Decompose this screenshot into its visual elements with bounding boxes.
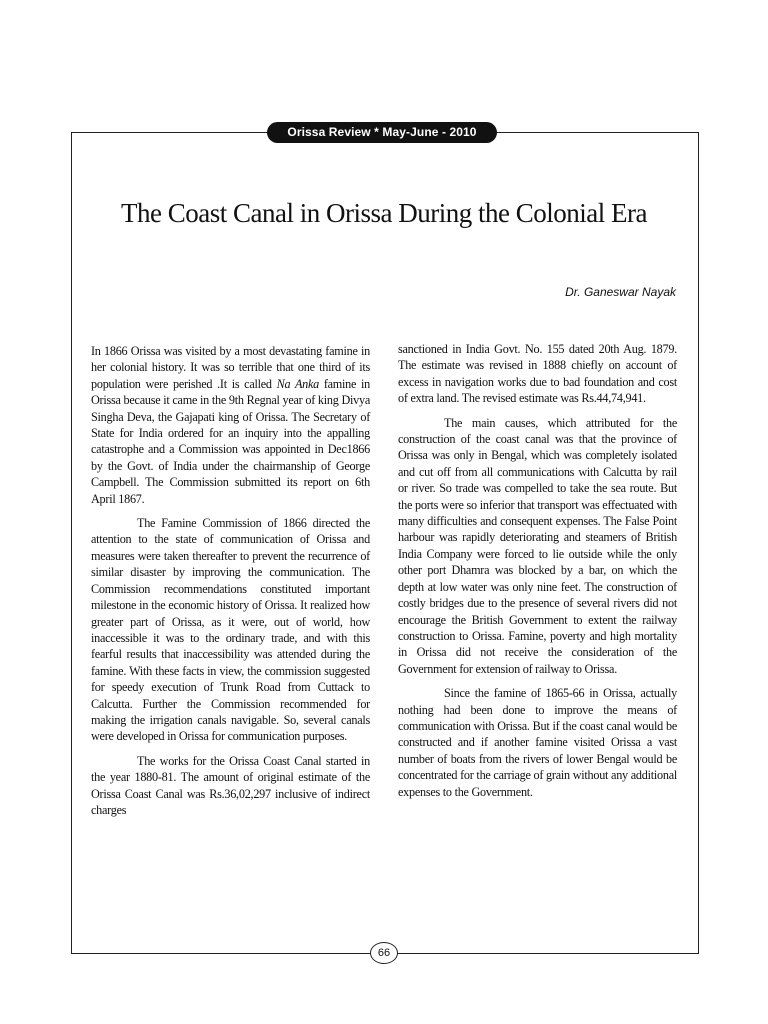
- paragraph-text: In 1866 Orissa was visited by a most devastating famine in her colonial history. It was so terrible that one third of its population were perished .It is called: [91, 344, 370, 391]
- paragraph: sanctioned in India Govt. No. 155 dated 20th Aug. 1879. The estimate was revised in 1888 chiefly on account of excess in navigation works due to bad foundation and cost of extra land. The revised estimate was Rs.44,74,941.: [398, 342, 677, 406]
- paragraph: The Famine Commission of 1866 directed the attention to the state of communication of Orissa and measures were taken thereafter to prevent the recurrence of similar disaster by improving the communication. The Commission recommendations constituted important milestone in the economic history of Orissa. It realized how greater part of Orissa, as it were, out of world, how inaccessible it was to the ordinary trade, and with this fearful results that inaccessibility was attended during the famine. With these facts in view, the commission suggested for speedy execution of Trunk Road from Cuttack to Calcutta. Further the Commission recommended for making the irrigation canals navigable. So, several canals were developed in Orissa for communication purposes.: [91, 516, 370, 744]
- article-title: The Coast Canal in Orissa During the Colonial Era: [121, 198, 647, 228]
- paragraph: The works for the Orissa Coast Canal started in the year 1880-81. The amount of original estimate of the Orissa Coast Canal was Rs.36,02,297 inclusive of indirect charges: [91, 753, 370, 817]
- left-column: [91, 343, 370, 826]
- article-author: Dr. Ganeswar Nayak: [565, 285, 676, 299]
- paragraph: [91, 343, 370, 507]
- paragraph: Since the famine of 1865-66 in Orissa, actually nothing had been done to improve the means of communication with Orissa. But if the coast canal would be constructed and if another famine visited Orissa a vast number of boats from the rivers of lower Bengal would be concentrated for the carriage of grain without any additional expenses to the Government.: [398, 686, 677, 799]
- right-column: [398, 341, 677, 808]
- italic-term: Na Anka: [276, 376, 319, 391]
- page-number: 66: [370, 942, 398, 964]
- paragraph-text: famine in Orissa because it came in the 9th Regnal year of king Divya Singha Deva, the Gajapati king of Orissa. The Secretary of State for India ordered for an inquiry into the appalling catastrophe and a Commission was appointed in Dec1866 by the Govt. of India under the chairmanship of George Campbell. The Commission submitted its report on 6th April 1867.: [91, 376, 370, 506]
- journal-header: Orissa Review * May-June - 2010: [267, 122, 497, 143]
- paragraph: The main causes, which attributed for the construction of the coast canal was that the province of Orissa was only in Bengal, which was completely isolated and cut off from all communications with Calcutta by rail or river. So trade was compelled to take the sea route. But the ports were so inferior that transport was effectuated with many difficulties and consequent expenses. The False Point harbour was rapidly deteriorating and steamers of British India Company were forced to lie outside while the only other port Dhamra was blocked by a bar, on which the depth at low water was only nine feet. The construction of costly bridges due to the presence of several rivers did not encourage the British Government to extent the railway construction to Orissa. Famine, poverty and high mortality in Orissa did not receive the consideration of the Government for extension of railway to Orissa.: [398, 415, 677, 676]
